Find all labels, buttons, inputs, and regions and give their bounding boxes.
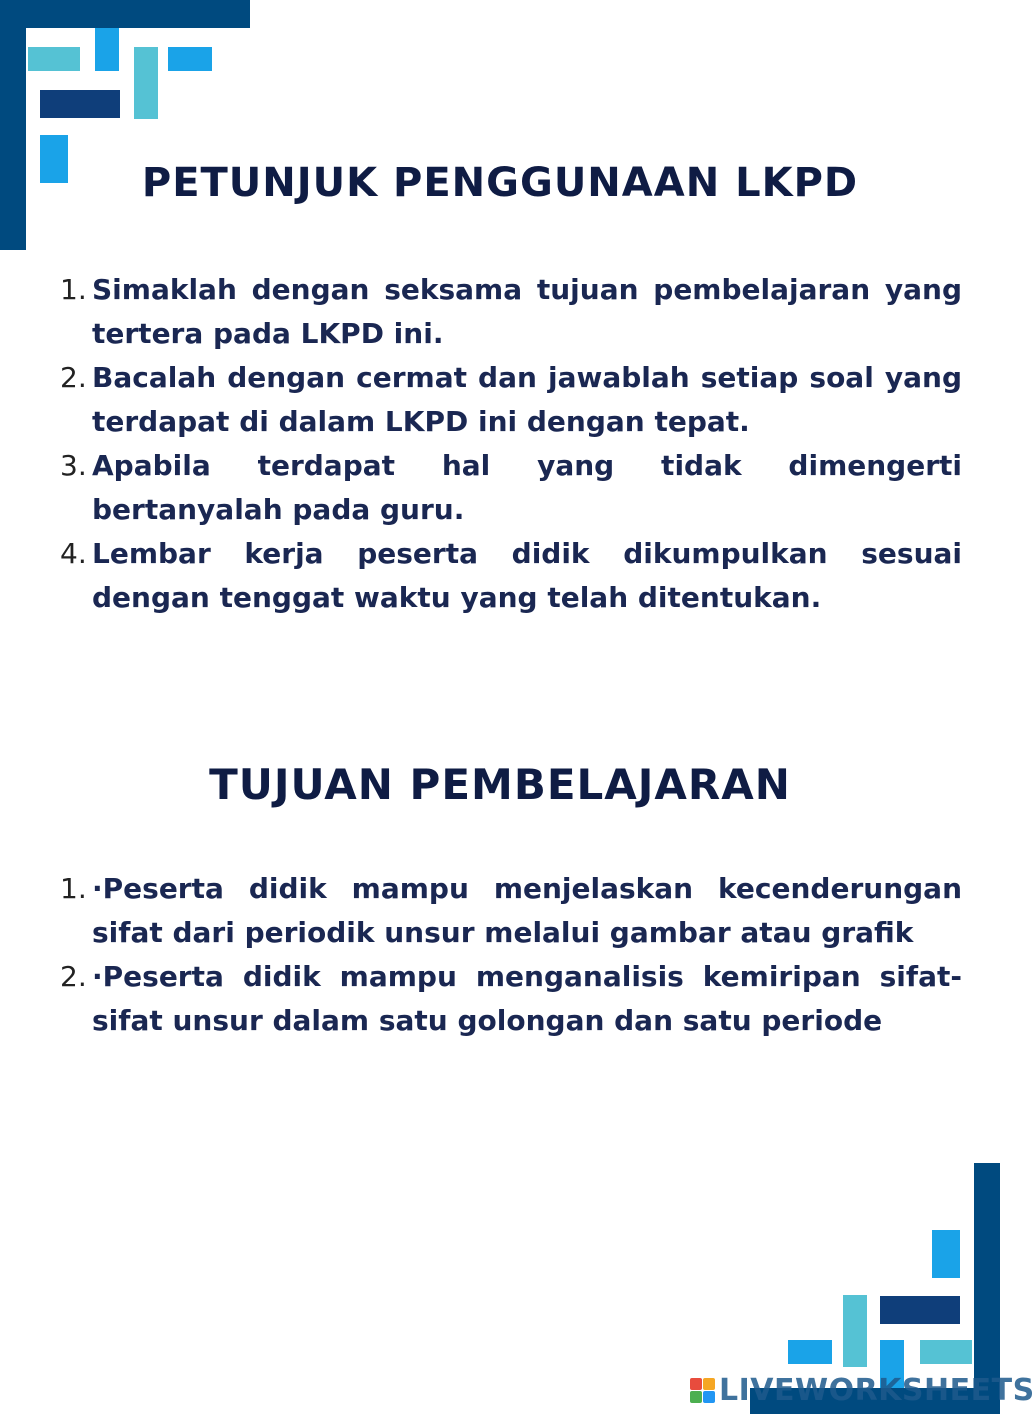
- list-number: 1.: [60, 273, 87, 306]
- deco-teal-block-4: [920, 1340, 972, 1364]
- deco-teal-block-3: [843, 1295, 867, 1367]
- list-text: Simaklah dengan seksama tujuan pembelajaran yang tertera pada LKPD ini.: [92, 273, 962, 350]
- liveworksheets-logo-icon: [690, 1378, 715, 1403]
- list-item: [60, 955, 962, 1043]
- deco-navy-bar-left: [0, 0, 26, 250]
- deco-teal-block-2: [134, 47, 158, 119]
- list-number: 2.: [60, 361, 87, 394]
- tujuan-list: [60, 867, 962, 1043]
- deco-bright-block-1: [95, 28, 119, 71]
- list-number: 2.: [60, 960, 87, 993]
- deco-navy-bar-top: [0, 0, 250, 28]
- section-title-tujuan: TUJUAN PEMBELAJARAN: [209, 760, 791, 809]
- list-item: [60, 867, 962, 955]
- list-item: [60, 444, 962, 532]
- list-item: [60, 356, 962, 444]
- deco-bright-block-5: [788, 1340, 832, 1364]
- list-number: 3.: [60, 449, 87, 482]
- deco-bright-block-2: [168, 47, 212, 71]
- deco-dark-block-1: [40, 90, 120, 118]
- deco-dark-block-2: [880, 1296, 960, 1324]
- list-text: ·Peserta didik mampu menjelaskan kecenderungan sifat dari periodik unsur melalui gambar atau grafik: [92, 872, 962, 949]
- watermark-text: LIVEWORKSHEETS: [719, 1372, 1035, 1408]
- list-item: [60, 268, 962, 356]
- deco-bright-block-4: [932, 1230, 960, 1278]
- list-text: Apabila terdapat hal yang tidak dimengerti bertanyalah pada guru.: [92, 449, 962, 526]
- list-text: ·Peserta didik mampu menganalisis kemiripan sifat-sifat unsur dalam satu golongan dan satu periode: [92, 960, 962, 1037]
- list-item: [60, 532, 962, 620]
- liveworksheets-watermark: [690, 1374, 1035, 1406]
- list-number: 1.: [60, 872, 87, 905]
- list-text: Lembar kerja peserta didik dikumpulkan sesuai dengan tenggat waktu yang telah ditentukan.: [92, 537, 962, 614]
- list-text: Bacalah dengan cermat dan jawablah setiap soal yang terdapat di dalam LKPD ini dengan tepat.: [92, 361, 962, 438]
- deco-teal-block-1: [28, 47, 80, 71]
- section-title-petunjuk: PETUNJUK PENGGUNAAN LKPD: [141, 160, 859, 206]
- list-number: 4.: [60, 537, 87, 570]
- petunjuk-list: [60, 268, 962, 620]
